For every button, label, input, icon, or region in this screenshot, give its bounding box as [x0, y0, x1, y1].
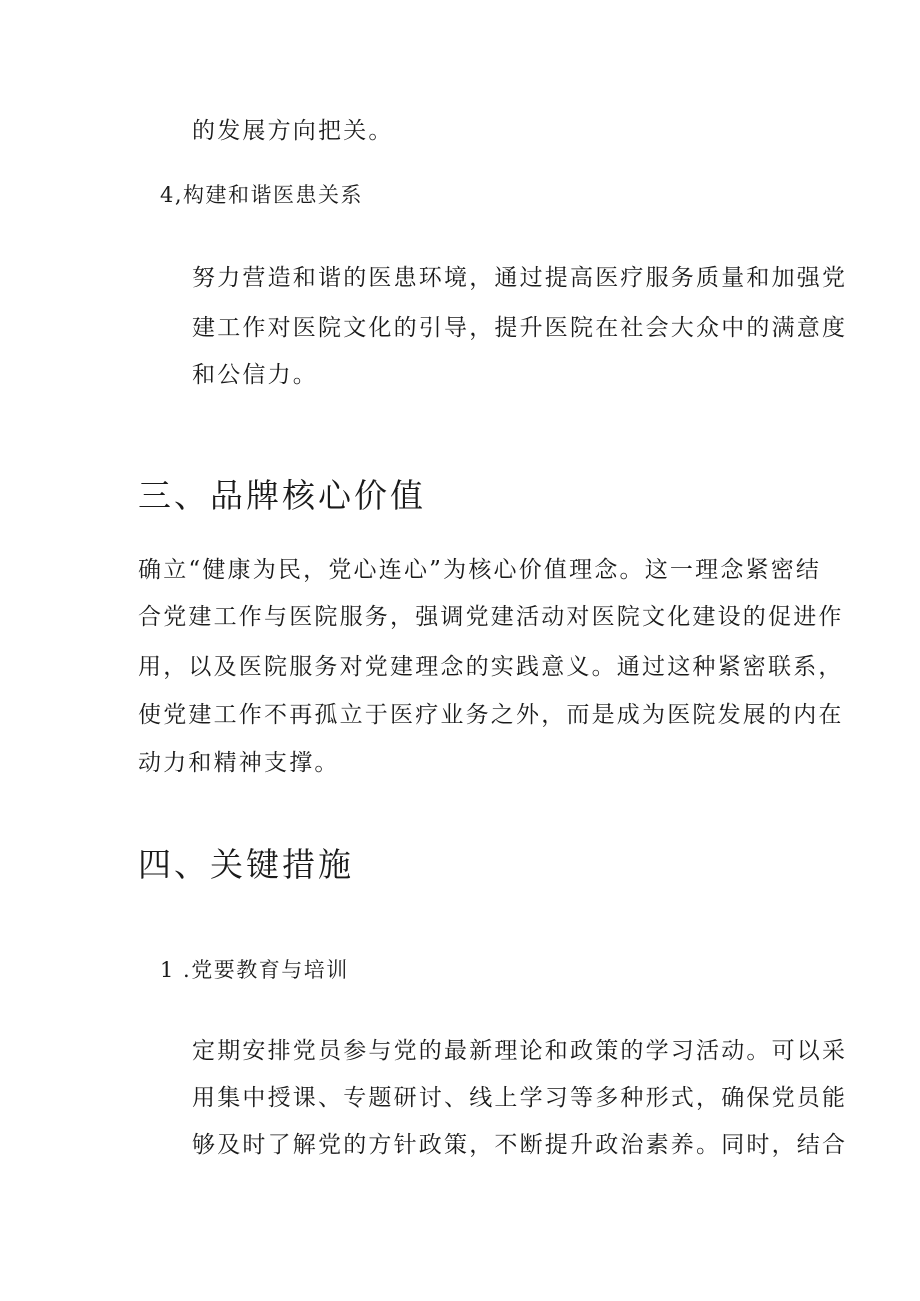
- paragraph-line: 使党建工作不再孤立于医疗业务之外，而是成为医院发展的内在: [138, 702, 844, 728]
- item-1-title: 1 .党要教育与培训: [160, 958, 349, 982]
- section-heading-brand-value: 三、品牌核心价值: [138, 476, 426, 515]
- item-4-title: 4,构建和谐医患关系: [160, 183, 364, 207]
- paragraph-line: 建工作对医院文化的引导，提升医院在社会大众中的满意度: [192, 315, 848, 341]
- paragraph-line: 够及时了解党的方针政策，不断提升政治素养。同时，结合: [192, 1132, 848, 1158]
- paragraph-line: 和公信力。: [192, 362, 318, 388]
- paragraph-line: 的发展方向把关。: [192, 118, 394, 144]
- section-heading-key-measures: 四、关键措施: [138, 845, 354, 884]
- paragraph-line: 合党建工作与医院服务，强调党建活动对医院文化建设的促进作: [138, 604, 844, 630]
- paragraph-line: 确立“健康为民，党心连心”为核心价值理念。这一理念紧密结: [138, 557, 822, 583]
- paragraph-line: 用集中授课、专题研讨、线上学习等多种形式，确保党员能: [192, 1085, 848, 1111]
- paragraph-line: 努力营造和谐的医患环境，通过提高医疗服务质量和加强党: [192, 265, 848, 291]
- paragraph-line: 定期安排党员参与党的最新理论和政策的学习活动。可以采: [192, 1038, 848, 1064]
- paragraph-line: 用，以及医院服务对党建理念的实践意义。通过这种紧密联系，: [138, 654, 844, 680]
- paragraph-line: 动力和精神支撑。: [138, 750, 340, 776]
